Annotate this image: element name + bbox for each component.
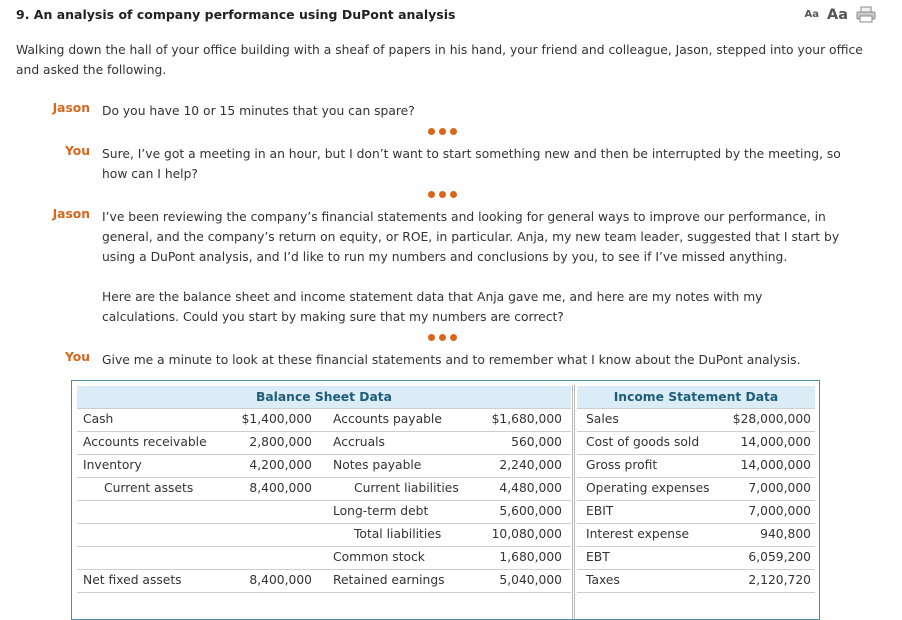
table-cell: Notes payable (333, 458, 422, 472)
table-cell: Gross profit (586, 458, 658, 472)
balance-sheet-header: Balance Sheet Data (77, 386, 571, 408)
table-cell: 14,000,000 (740, 435, 811, 449)
speaker-you: You (65, 350, 90, 364)
row-divider (77, 454, 571, 455)
row-divider (577, 477, 815, 478)
table-cell: $1,680,000 (491, 412, 562, 426)
table-cell: 5,600,000 (499, 504, 562, 518)
dot (450, 191, 457, 198)
dialogue-text: I’ve been reviewing the company’s financial statements and looking for general ways to improve our performance, in general, and the company’s return on equity, or ROE, in particular. Anja, my new team leader, suggested that I start by using a DuPont analysis, and I’d like to run my numbers and conclusions by you, to see if I’ve missed anything. (102, 210, 840, 264)
table-cell: Net fixed assets (83, 573, 182, 587)
table-cell: 6,059,200 (748, 550, 811, 564)
continue-dots[interactable] (428, 191, 457, 198)
row-divider (577, 592, 815, 593)
dot (439, 191, 446, 198)
financial-data-table (71, 380, 820, 620)
row-divider (77, 569, 571, 570)
table-cell: 14,000,000 (740, 458, 811, 472)
dot (428, 128, 435, 135)
table-cell: 7,000,000 (748, 481, 811, 495)
continue-dots[interactable] (428, 128, 457, 135)
row-divider (577, 454, 815, 455)
dialogue-text: Do you have 10 or 15 minutes that you can spare? (102, 104, 415, 118)
dot (439, 334, 446, 341)
row-divider (577, 431, 815, 432)
table-cell: Sales (586, 412, 619, 426)
dialogue-text: Here are the balance sheet and income statement data that Anja gave me, and here are my notes with my calculations. Could you start by making sure that my numbers are correct? (102, 290, 763, 324)
intro-paragraph: Walking down the hall of your office building with a sheaf of papers in his hand, your friend and colleague, Jason, stepped into your office and asked the following. (16, 43, 863, 77)
table-cell: 10,080,000 (491, 527, 562, 541)
dialogue-text: Give me a minute to look at these financial statements and to remember what I know about the DuPont analysis. (102, 353, 801, 367)
row-divider (577, 546, 815, 547)
table-cell: 560,000 (511, 435, 562, 449)
printer-icon[interactable] (856, 6, 876, 23)
dot (450, 334, 457, 341)
table-cell: Inventory (83, 458, 142, 472)
table-cell: Interest expense (586, 527, 690, 541)
row-divider (77, 546, 571, 547)
table-cell: Cash (83, 412, 114, 426)
increase-font-button[interactable]: Aa (826, 6, 848, 23)
dialogue-text: Sure, I’ve got a meeting in an hour, but I don’t want to start something new and then be interrupted by the meeting, so how can I help? (102, 147, 841, 181)
row-divider (577, 408, 815, 409)
table-cell: 8,400,000 (249, 573, 312, 587)
speaker-you: You (65, 144, 90, 158)
table-cell: EBIT (586, 504, 614, 518)
table-cell: EBT (586, 550, 610, 564)
question-title: 9. An analysis of company performance using DuPont analysis (16, 7, 456, 22)
decrease-font-button[interactable]: Aa (804, 9, 819, 20)
row-divider (77, 408, 571, 409)
table-cell: Common stock (333, 550, 425, 564)
row-divider (577, 500, 815, 501)
table-cell: Total liabilities (354, 527, 442, 541)
income-statement-header: Income Statement Data (577, 386, 815, 408)
table-cell: Operating expenses (586, 481, 710, 495)
table-cell: 4,480,000 (499, 481, 562, 495)
continue-dots[interactable] (428, 334, 457, 341)
dot (439, 128, 446, 135)
table-cell: Accounts receivable (83, 435, 207, 449)
table-cell: 7,000,000 (748, 504, 811, 518)
table-cell: 4,200,000 (249, 458, 312, 472)
font-size-tools (804, 6, 876, 23)
row-divider (77, 592, 571, 593)
table-cell: 2,800,000 (249, 435, 312, 449)
table-cell: Accounts payable (333, 412, 442, 426)
row-divider (77, 500, 571, 501)
table-cell: $1,400,000 (241, 412, 312, 426)
dot (428, 334, 435, 341)
speaker-jason: Jason (52, 101, 90, 115)
row-divider (77, 477, 571, 478)
row-divider (77, 523, 571, 524)
table-cell: 2,120,720 (748, 573, 811, 587)
table-cell: 5,040,000 (499, 573, 562, 587)
row-divider (77, 431, 571, 432)
table-cell: Retained earnings (333, 573, 445, 587)
table-cell: $28,000,000 (732, 412, 811, 426)
table-cell: Long-term debt (333, 504, 429, 518)
table-cell: Current assets (104, 481, 194, 495)
row-divider (577, 569, 815, 570)
table-cell: 1,680,000 (499, 550, 562, 564)
table-cell: Cost of goods sold (586, 435, 700, 449)
speaker-jason: Jason (52, 207, 90, 221)
row-divider (577, 523, 815, 524)
table-cell: 8,400,000 (249, 481, 312, 495)
table-divider (572, 385, 575, 619)
table-cell: 2,240,000 (499, 458, 562, 472)
table-cell: Current liabilities (354, 481, 459, 495)
table-cell: Accruals (333, 435, 385, 449)
table-cell: Taxes (586, 573, 620, 587)
dot (450, 128, 457, 135)
dot (428, 191, 435, 198)
table-cell: 940,800 (760, 527, 811, 541)
